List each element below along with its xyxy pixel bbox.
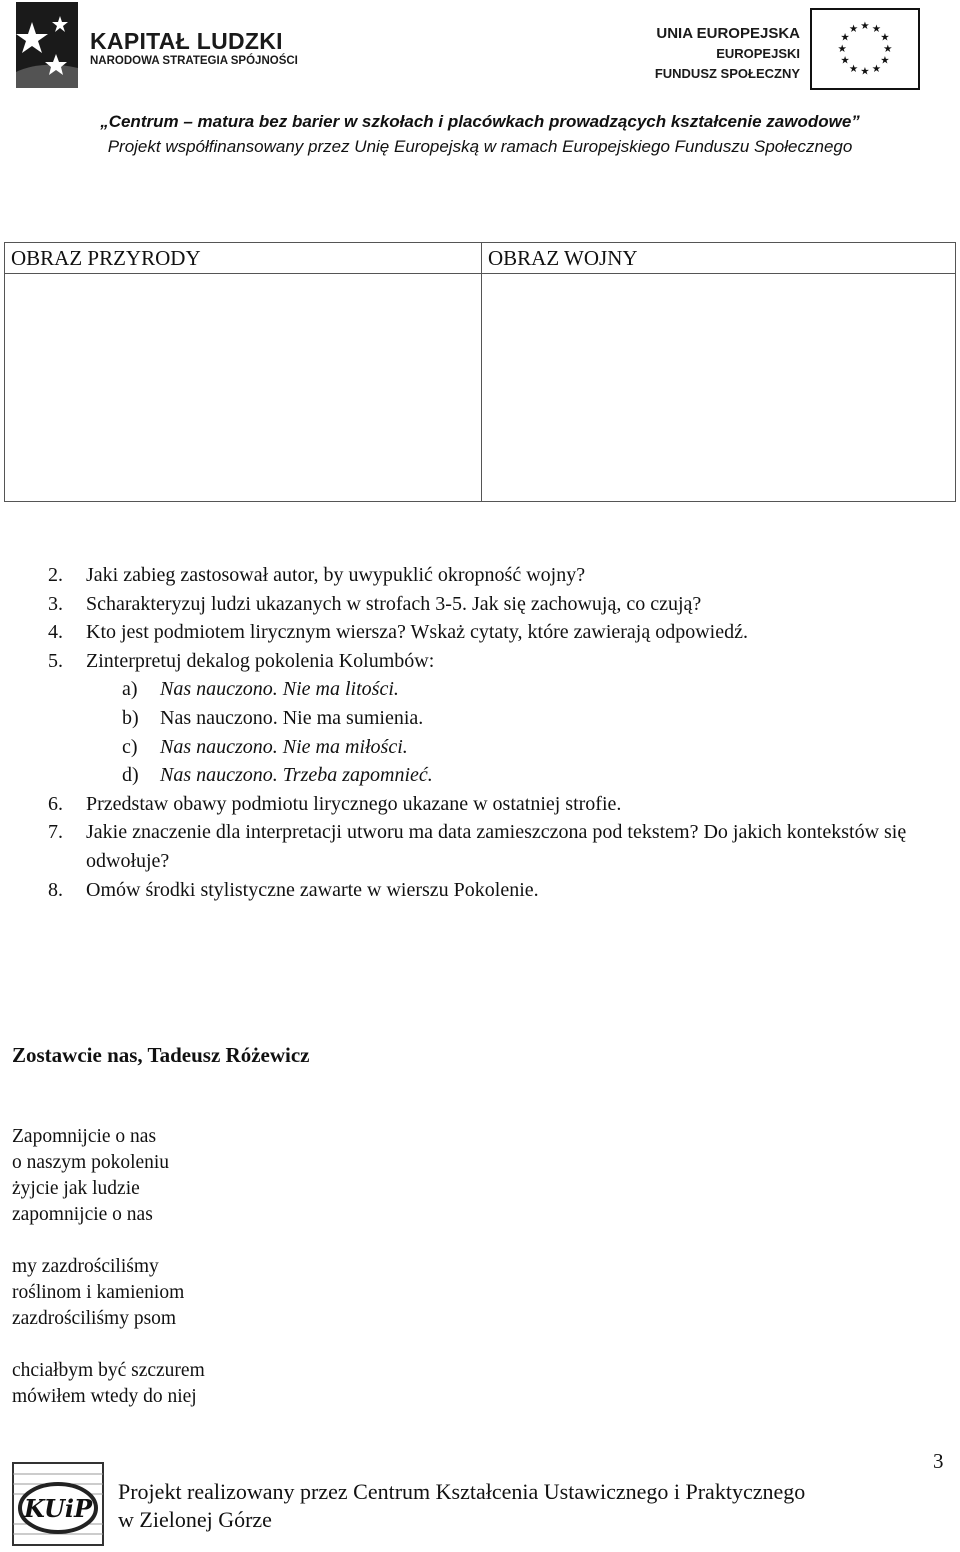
poem-line: mówiłem wtedy do niej bbox=[12, 1386, 197, 1407]
poem-line: zapomnijcie o nas bbox=[12, 1204, 153, 1225]
list-item bbox=[48, 790, 958, 819]
page-header bbox=[0, 0, 960, 156]
poem-line: my zazdrościliśmy bbox=[12, 1256, 159, 1277]
poem-line: chciałbym być szczurem bbox=[12, 1360, 205, 1381]
list-item bbox=[48, 876, 958, 905]
table-header-war: OBRAZ WOJNY bbox=[482, 243, 956, 274]
comparison-table bbox=[4, 242, 956, 502]
poem-line: zazdrościliśmy psom bbox=[12, 1308, 177, 1329]
poem-stanza-3 bbox=[12, 1358, 205, 1410]
project-title: „Centrum – matura bez barier w szkołach i placówkach prowadzących kształcenie zawodowe” bbox=[100, 112, 860, 131]
kapital-ludzki-subtitle: NARODOWA STRATEGIA SPÓJNOŚCI bbox=[90, 55, 298, 67]
table-header-nature: OBRAZ PRZYRODY bbox=[5, 243, 482, 274]
svg-text:★: ★ bbox=[880, 31, 890, 44]
eu-line-1: UNIA EUROPEJSKA bbox=[656, 25, 800, 42]
question-text: Jakie znaczenie dla interpretacji utworu ma data zamieszczona pod tekstem? Do jakich kontekstów się odwołuje? bbox=[86, 821, 907, 872]
decalogue-item bbox=[48, 761, 958, 790]
decalogue-letter: c) bbox=[122, 735, 138, 758]
eu-text-block bbox=[655, 24, 800, 84]
svg-text:★: ★ bbox=[860, 20, 870, 33]
list-item bbox=[48, 590, 958, 619]
question-text: Zinterpretuj dekalog pokolenia Kolumbów: bbox=[86, 649, 435, 672]
svg-text:★: ★ bbox=[840, 54, 850, 67]
question-text: Jaki zabieg zastosował autor, by uwypuklić okropność wojny? bbox=[86, 564, 586, 586]
svg-text:★: ★ bbox=[871, 62, 882, 75]
poem-line: roślinom i kamieniom bbox=[12, 1282, 185, 1303]
decalogue-letter: a) bbox=[122, 678, 138, 701]
poem-line: Zapomnijcie o nas bbox=[12, 1126, 157, 1147]
ckuip-logo bbox=[12, 1462, 104, 1546]
table-header-row bbox=[5, 243, 956, 274]
decalogue-text: Nas nauczono. Nie ma miłości. bbox=[160, 735, 408, 758]
question-number: 2. bbox=[48, 564, 63, 586]
list-item bbox=[48, 818, 958, 875]
question-number: 8. bbox=[48, 878, 63, 901]
page-number: 3 bbox=[933, 1449, 944, 1473]
question-number: 7. bbox=[48, 821, 63, 844]
decalogue-letter: d) bbox=[122, 764, 139, 787]
list-item bbox=[48, 647, 958, 676]
question-number: 6. bbox=[48, 792, 63, 815]
poem-line: o naszym pokoleniu bbox=[12, 1152, 170, 1173]
question-text: Kto jest podmiotem lirycznym wiersza? Wskaż cytaty, które zawierają odpowiedź. bbox=[86, 621, 748, 644]
footer-line-1: Projekt realizowany przez Centrum Kształcenia Ustawicznego i Praktycznego bbox=[118, 1479, 806, 1504]
svg-text:★: ★ bbox=[860, 65, 870, 78]
decalogue-item bbox=[48, 704, 958, 733]
question-text: Przedstaw obawy podmiotu lirycznego ukazane w ostatniej strofie. bbox=[86, 792, 622, 815]
kapital-ludzki-logo bbox=[12, 2, 80, 90]
eu-line-3: FUNDUSZ SPOŁECZNY bbox=[654, 66, 800, 81]
svg-text:★: ★ bbox=[883, 42, 893, 55]
poem-stanza-2 bbox=[12, 1254, 184, 1332]
list-item bbox=[48, 561, 958, 590]
poem-title: Zostawcie nas, Tadeusz Różewicz bbox=[12, 1043, 310, 1067]
footer-text bbox=[118, 1478, 805, 1534]
poem-line: żyjcie jak ludzie bbox=[12, 1178, 140, 1199]
svg-text:★: ★ bbox=[871, 22, 882, 35]
svg-text:★: ★ bbox=[880, 54, 890, 67]
table-row bbox=[5, 274, 956, 502]
question-list bbox=[48, 561, 958, 904]
eu-line-2: EUROPEJSKI bbox=[716, 46, 800, 61]
footer-line-2: w Zielonej Górze bbox=[118, 1507, 272, 1532]
question-text: Omów środki stylistyczne zawarte w wierszu Pokolenie. bbox=[86, 878, 539, 901]
decalogue-item bbox=[48, 733, 958, 762]
question-number: 4. bbox=[48, 621, 63, 644]
question-number: 5. bbox=[48, 649, 63, 672]
question-text: Scharakteryzuj ludzi ukazanych w strofach 3-5. Jak się zachowują, co czują? bbox=[86, 592, 702, 615]
decalogue-text: Nas nauczono. Trzeba zapomnieć. bbox=[160, 764, 433, 787]
svg-text:★: ★ bbox=[837, 42, 847, 55]
question-number: 3. bbox=[48, 592, 63, 615]
poem-stanza-1 bbox=[12, 1124, 169, 1228]
eu-flag-icon bbox=[810, 8, 920, 90]
decalogue-letter: b) bbox=[122, 706, 139, 729]
ckuip-logo-text: KUiP bbox=[23, 1494, 93, 1523]
svg-text:★: ★ bbox=[848, 62, 859, 75]
table-cell-war[interactable] bbox=[482, 274, 956, 502]
decalogue-text: Nas nauczono. Nie ma sumienia. bbox=[160, 706, 424, 729]
svg-text:★: ★ bbox=[840, 31, 850, 44]
decalogue-text: Nas nauczono. Nie ma litości. bbox=[160, 678, 399, 701]
decalogue-item bbox=[48, 675, 958, 704]
svg-text:★: ★ bbox=[848, 22, 859, 35]
kapital-ludzki-title: KAPITAŁ LUDZKI bbox=[90, 28, 283, 54]
table-cell-nature[interactable] bbox=[5, 274, 482, 502]
project-cofinanced: Projekt współfinansowany przez Unię Europejską w ramach Europejskiego Funduszu Społecznego bbox=[107, 137, 853, 156]
list-item bbox=[48, 618, 958, 647]
